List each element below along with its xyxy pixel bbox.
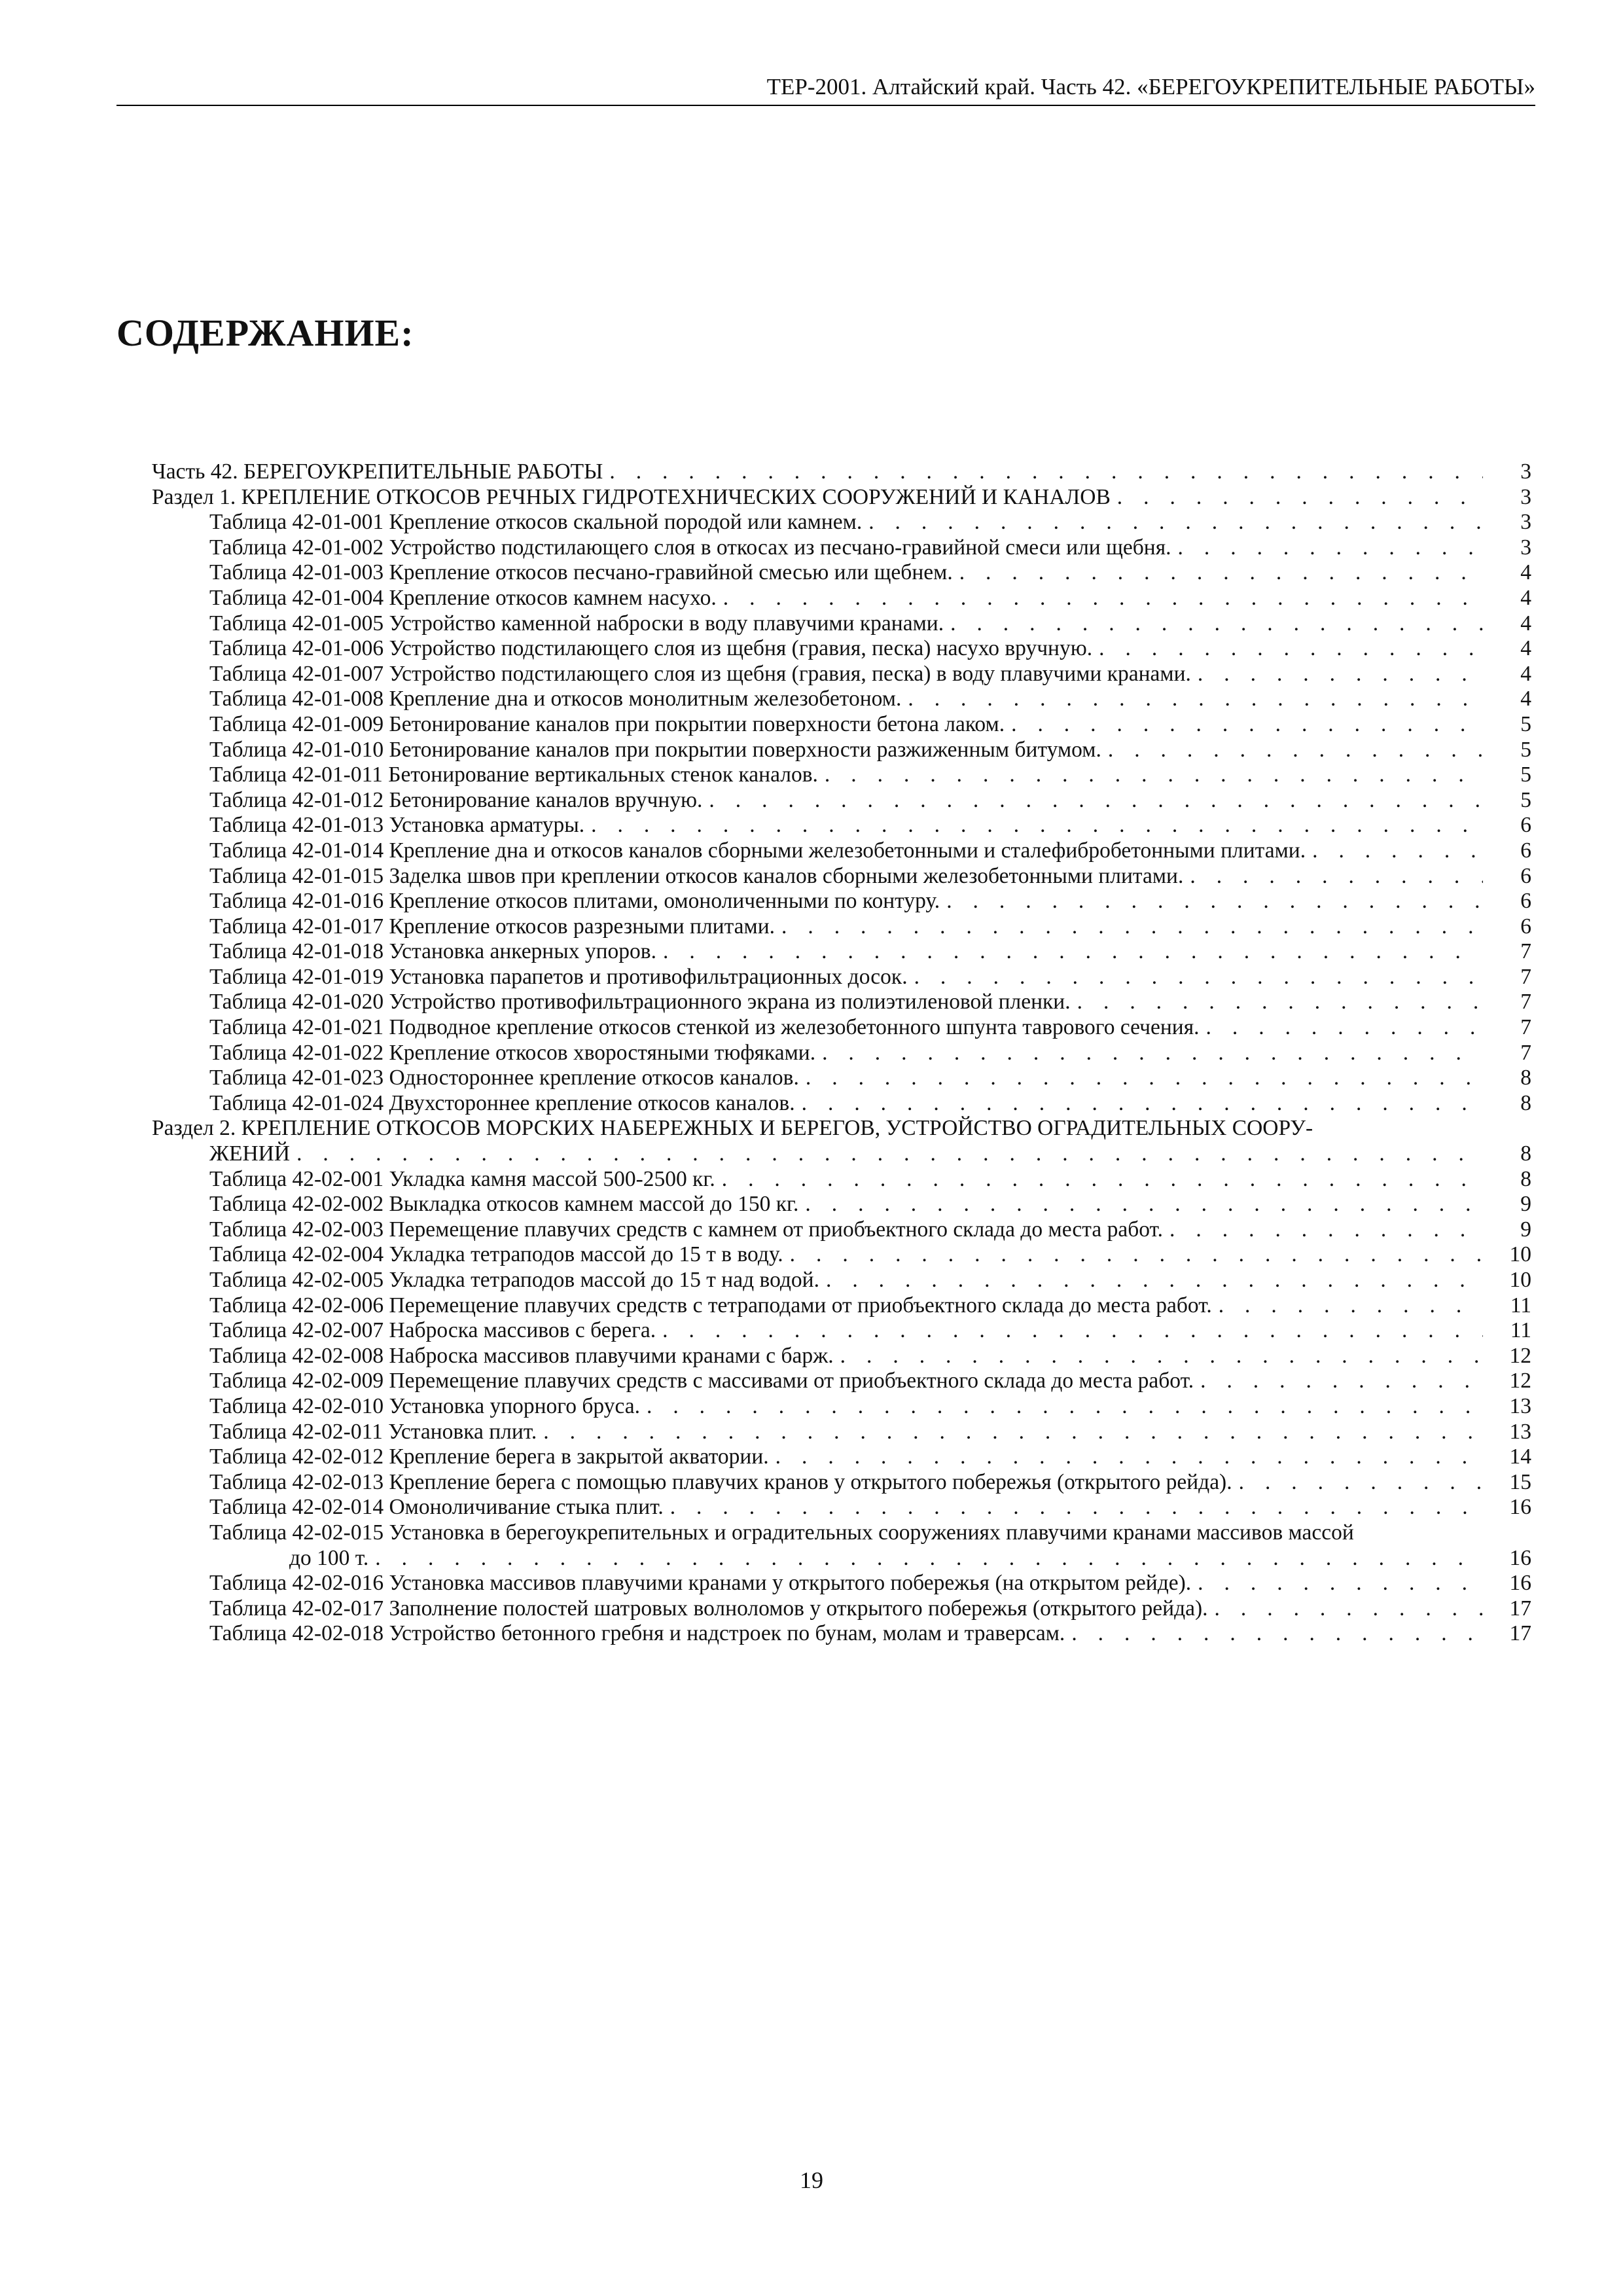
toc-entry-text: Таблица 42-01-004 Крепление откосов камнем насухо. (209, 585, 717, 610)
toc-dot-leader (1239, 1470, 1483, 1496)
toc-entry[interactable] (152, 1369, 1531, 1394)
toc-entry-text: Часть 42. БЕРЕГОУКРЕПИТЕЛЬНЫЕ РАБОТЫ (152, 459, 603, 484)
toc-entry[interactable] (152, 687, 1531, 712)
toc-page-number: 10 (1509, 1242, 1531, 1267)
toc-entry[interactable] (152, 990, 1531, 1015)
toc-entry[interactable] (152, 1192, 1531, 1217)
toc-dot-leader (1200, 1369, 1483, 1394)
toc-entry-text: Таблица 42-02-010 Установка упорного бруса. (209, 1393, 640, 1418)
toc-dot-leader (914, 965, 1483, 990)
toc-entry-text: Таблица 42-02-014 Омоноличивание стыка плит. (209, 1495, 664, 1520)
toc-entry[interactable] (152, 762, 1531, 788)
toc-entry-text: Таблица 42-01-008 Крепление дна и откосов монолитным железобетоном. (209, 687, 902, 711)
toc-entry-text: Таблица 42-01-012 Бетонирование каналов вручную. (209, 787, 703, 812)
toc-entry-text: Таблица 42-02-009 Перемещение плавучих средств с массивами от приобъектного склада до места работ. (209, 1369, 1194, 1393)
toc-entry-text: Таблица 42-01-019 Установка парапетов и противофильтрационных досок. (209, 964, 908, 989)
toc-page-number: 8 (1520, 1166, 1531, 1191)
table-of-contents (152, 459, 1531, 1647)
toc-page-number: 16 (1509, 1495, 1531, 1520)
toc-entry[interactable] (152, 813, 1531, 838)
toc-dot-leader (543, 1420, 1483, 1445)
toc-dot-leader (1312, 838, 1483, 864)
toc-entry-text: Таблица 42-01-011 Бетонирование вертикальных стенок каналов. (209, 762, 818, 787)
toc-entry-text: Таблица 42-01-001 Крепление откосов скальной породой или камнем. (209, 510, 863, 535)
toc-entry[interactable] (152, 1091, 1531, 1117)
toc-page-number: 7 (1520, 964, 1531, 989)
toc-entry-text: Таблица 42-01-021 Подводное крепление откосов стенкой из железобетонного шпунта таврового сечения. (209, 1015, 1200, 1040)
toc-entry[interactable] (152, 838, 1531, 864)
toc-dot-leader (1071, 1621, 1483, 1647)
toc-entry-text: Таблица 42-01-005 Устройство каменной наброски в воду плавучими кранами. (209, 611, 944, 636)
toc-dot-leader (1099, 636, 1483, 662)
toc-entry[interactable] (152, 939, 1531, 965)
toc-page-number: 3 (1520, 535, 1531, 560)
toc-entry-text: Таблица 42-01-006 Устройство подстилающего слоя из щебня (гравия, песка) насухо вручную. (209, 636, 1093, 661)
toc-entry-text: Таблица 42-02-011 Установка плит. (209, 1419, 537, 1444)
toc-entry[interactable] (152, 611, 1531, 637)
toc-entry[interactable] (152, 1394, 1531, 1420)
toc-page-number: 5 (1520, 787, 1531, 812)
toc-entry-text: Таблица 42-01-003 Крепление откосов песчано-гравийной смесью или щебнем. (209, 560, 953, 585)
toc-entry-text: Таблица 42-02-017 Заполнение полостей шатровых волноломов у открытого побережья (открытого рейда). (209, 1596, 1208, 1621)
toc-entry-text: Таблица 42-02-002 Выкладка откосов камнем массой до 150 кг. (209, 1192, 799, 1217)
toc-dot-leader (1190, 864, 1483, 889)
toc-entry-text: Таблица 42-02-006 Перемещение плавучих средств с тетраподами от приобъектного склада до места работ. (209, 1293, 1212, 1318)
page-number: 19 (800, 2167, 823, 2193)
toc-entry[interactable] (152, 738, 1531, 763)
toc-entry[interactable] (152, 1066, 1531, 1091)
toc-entry[interactable] (152, 1015, 1531, 1041)
toc-dot-leader (1206, 1015, 1483, 1041)
toc-entry-text: Таблица 42-02-005 Укладка тетраподов массой до 15 т над водой. (209, 1268, 819, 1292)
toc-entry-text: Таблица 42-02-007 Наброска массивов с берега. (209, 1318, 656, 1343)
toc-entry[interactable] (152, 1217, 1531, 1243)
toc-entry-text: Таблица 42-01-009 Бетонирование каналов при покрытии поверхности бетона лаком. (209, 711, 1005, 736)
toc-entry-text: Таблица 42-02-018 Устройство бетонного гребня и надстроек по бунам, молам и траверсам. (209, 1621, 1065, 1646)
toc-page-number: 17 (1509, 1596, 1531, 1621)
toc-page-number: 3 (1520, 459, 1531, 484)
toc-entry-text: Таблица 42-01-002 Устройство подстилающего слоя в откосах из песчано-гравийной смеси или щебня. (209, 535, 1171, 560)
toc-dot-leader (805, 1192, 1483, 1217)
toc-entry[interactable] (152, 1116, 1531, 1166)
toc-entry[interactable] (152, 1571, 1531, 1596)
toc-page-number: 4 (1520, 585, 1531, 610)
toc-page-number: 9 (1520, 1217, 1531, 1242)
toc-entry-text: Таблица 42-01-023 Одностороннее крепление откосов каналов. (209, 1066, 799, 1090)
toc-dot-leader (375, 1546, 1483, 1571)
toc-dot-leader (840, 1344, 1483, 1369)
toc-page-number: 6 (1520, 838, 1531, 863)
toc-dot-leader (946, 889, 1483, 914)
toc-entry-text: Таблица 42-01-014 Крепление дна и откосов каналов сборными железобетонными и сталефибробетонными плитами. (209, 838, 1306, 863)
toc-dot-leader (670, 1495, 1483, 1520)
toc-title: СОДЕРЖАНИЕ: (116, 312, 414, 354)
toc-entry-text: Таблица 42-01-010 Бетонирование каналов при покрытии поверхности разжиженным битумом. (209, 737, 1101, 762)
toc-dot-leader (1117, 485, 1483, 511)
toc-page-number: 16 (1509, 1571, 1531, 1596)
toc-page-number: 5 (1520, 711, 1531, 736)
toc-entry-text: Таблица 42-01-013 Установка арматуры. (209, 813, 585, 838)
toc-dot-leader (1178, 535, 1483, 561)
toc-entry[interactable] (152, 712, 1531, 738)
toc-dot-leader (959, 560, 1483, 586)
toc-entry-text: Таблица 42-01-015 Заделка швов при креплении откосов каналов сборными железобетонными плитами. (209, 863, 1184, 888)
toc-entry[interactable] (152, 586, 1531, 611)
toc-dot-leader (296, 1141, 1483, 1167)
toc-dot-leader (822, 1041, 1483, 1066)
toc-dot-leader (723, 586, 1483, 611)
toc-page-number: 6 (1520, 863, 1531, 888)
toc-dot-leader (908, 687, 1483, 712)
toc-dot-leader (802, 1091, 1483, 1117)
toc-entry[interactable] (152, 889, 1531, 914)
toc-page-number: 11 (1510, 1293, 1531, 1318)
toc-dot-leader (722, 1167, 1483, 1193)
toc-dot-leader (825, 762, 1483, 788)
toc-page-number: 17 (1509, 1621, 1531, 1646)
toc-entry-text: Таблица 42-02-001 Укладка камня массой 500-2500 кг. (209, 1166, 715, 1191)
toc-page-number: 9 (1520, 1192, 1531, 1217)
toc-page-number: 12 (1509, 1343, 1531, 1368)
toc-dot-leader (781, 914, 1483, 940)
toc-page-number: 4 (1520, 636, 1531, 661)
toc-entry-text: Таблица 42-02-013 Крепление берега с помощью плавучих кранов у открытого побережья (открытого рейда). (209, 1469, 1232, 1494)
toc-entry[interactable] (152, 1621, 1531, 1647)
toc-page-number: 7 (1520, 939, 1531, 964)
toc-entry-text-continued: до 100 т. (289, 1545, 369, 1570)
toc-entry[interactable] (152, 1041, 1531, 1066)
toc-entry[interactable] (152, 1420, 1531, 1445)
toc-page-number: 5 (1520, 762, 1531, 787)
toc-dot-leader (663, 939, 1483, 965)
toc-entry[interactable] (152, 560, 1531, 586)
toc-entry[interactable] (152, 1344, 1531, 1369)
toc-entry-text: Таблица 42-02-015 Установка в берегоукрепительных и оградительных сооружениях плавучими кранами массивов массой (209, 1520, 1354, 1545)
toc-entry-text: Таблица 42-02-012 Крепление берега в закрытой акватории. (209, 1444, 769, 1469)
toc-page-number: 7 (1520, 1015, 1531, 1040)
toc-entry[interactable] (152, 864, 1531, 889)
toc-entry-text: Таблица 42-01-020 Устройство противофильтрационного экрана из полиэтиленовой пленки. (209, 990, 1071, 1014)
toc-entry[interactable] (152, 510, 1531, 535)
toc-entry-text: Таблица 42-02-004 Укладка тетраподов массой до 15 т в воду. (209, 1242, 783, 1267)
toc-dot-leader (868, 510, 1483, 535)
toc-dot-leader (950, 611, 1483, 637)
toc-dot-leader (1219, 1293, 1483, 1319)
toc-page-number: 4 (1520, 687, 1531, 711)
toc-group-section-1 (152, 459, 1531, 1116)
toc-page-number: 13 (1509, 1393, 1531, 1418)
toc-entry-text: Таблица 42-01-007 Устройство подстилающего слоя из щебня (гравия, песка) в воду плавучими кранами. (209, 661, 1191, 686)
toc-dot-leader (790, 1242, 1483, 1268)
toc-dot-leader (647, 1394, 1483, 1420)
toc-page-number: 7 (1520, 990, 1531, 1014)
toc-page-number: 16 (1509, 1545, 1531, 1570)
toc-page-number: 4 (1520, 611, 1531, 636)
toc-entry[interactable] (152, 1268, 1531, 1293)
toc-entry[interactable] (152, 485, 1531, 511)
toc-page-number: 11 (1510, 1318, 1531, 1343)
toc-dot-leader (1215, 1596, 1483, 1622)
toc-page-number: 8 (1520, 1090, 1531, 1115)
toc-dot-leader (662, 1318, 1483, 1344)
toc-page-number: 12 (1509, 1369, 1531, 1393)
toc-page-number: 10 (1509, 1268, 1531, 1292)
toc-page-number: 4 (1520, 661, 1531, 686)
toc-page-number: 13 (1509, 1419, 1531, 1444)
toc-page-number: 6 (1520, 813, 1531, 838)
toc-page-number: 4 (1520, 560, 1531, 585)
toc-page-number: 6 (1520, 889, 1531, 914)
toc-entry[interactable] (152, 1596, 1531, 1622)
toc-page-number: 7 (1520, 1040, 1531, 1065)
toc-entry[interactable] (152, 662, 1531, 687)
toc-entry[interactable] (152, 1167, 1531, 1193)
toc-page-number: 15 (1509, 1469, 1531, 1494)
toc-page-number: 8 (1520, 1066, 1531, 1090)
toc-dot-leader (1198, 1571, 1483, 1596)
toc-page-number: 6 (1520, 914, 1531, 939)
toc-entry-text: Таблица 42-01-018 Установка анкерных упоров. (209, 939, 656, 964)
toc-dot-leader (709, 788, 1483, 814)
toc-dot-leader (591, 813, 1483, 838)
toc-dot-leader (1198, 662, 1483, 687)
toc-entry[interactable] (152, 535, 1531, 561)
toc-entry[interactable] (152, 636, 1531, 662)
toc-entry[interactable] (152, 914, 1531, 940)
toc-entry-text: Раздел 1. КРЕПЛЕНИЕ ОТКОСОВ РЕЧНЫХ ГИДРОТЕХНИЧЕСКИХ СООРУЖЕНИЙ И КАНАЛОВ (152, 484, 1111, 509)
toc-page-number: 14 (1509, 1444, 1531, 1469)
toc-entry-text: Таблица 42-01-024 Двухстороннее крепление откосов каналов. (209, 1090, 795, 1115)
toc-page-number: 3 (1520, 484, 1531, 509)
toc-dot-leader (1169, 1217, 1483, 1243)
toc-group-section-2-tail (152, 1571, 1531, 1647)
toc-entry-text: Таблица 42-01-016 Крепление откосов плитами, омоноличенными по контуру. (209, 889, 940, 914)
running-header-text: ТЕР-2001. Алтайский край. Часть 42. «БЕРЕГОУКРЕПИТЕЛЬНЫЕ РАБОТЫ» (766, 74, 1535, 99)
toc-page-number: 5 (1520, 737, 1531, 762)
toc-page-number: 8 (1520, 1141, 1531, 1166)
toc-entry[interactable] (152, 1293, 1531, 1319)
toc-entry[interactable] (152, 1520, 1531, 1571)
toc-entry[interactable] (152, 1318, 1531, 1344)
toc-entry[interactable] (152, 459, 1531, 485)
toc-entry-text: Таблица 42-02-016 Установка массивов плавучими кранами у открытого побережья (на открытом рейде). (209, 1571, 1192, 1596)
toc-dot-leader (609, 459, 1483, 485)
toc-dot-leader (826, 1268, 1483, 1293)
toc-entry[interactable] (152, 1495, 1531, 1520)
toc-dot-leader (776, 1444, 1483, 1470)
toc-dot-leader (1077, 990, 1483, 1015)
toc-entry[interactable] (152, 1242, 1531, 1268)
toc-entry-text: Таблица 42-01-022 Крепление откосов хворостяными тюфяками. (209, 1040, 816, 1065)
toc-entry-text: Таблица 42-01-017 Крепление откосов разрезными плитами. (209, 914, 775, 939)
toc-entry[interactable] (152, 1470, 1531, 1496)
toc-dot-leader (806, 1066, 1483, 1091)
toc-entry-text-continued: ЖЕНИЙ (209, 1141, 291, 1166)
running-header (116, 72, 1535, 106)
toc-entry[interactable] (152, 965, 1531, 990)
toc-group-section-2 (152, 1167, 1531, 1520)
toc-dot-leader (1108, 738, 1483, 763)
toc-entry-text: Таблица 42-02-008 Наброска массивов плавучими кранами с барж. (209, 1343, 834, 1368)
toc-page-number: 3 (1520, 510, 1531, 535)
toc-dot-leader (1011, 712, 1483, 738)
toc-entry-text: Таблица 42-02-003 Перемещение плавучих средств с камнем от приобъектного склада до места работ. (209, 1217, 1164, 1242)
toc-entry[interactable] (152, 1444, 1531, 1470)
toc-entry[interactable] (152, 788, 1531, 814)
toc-entry-text: Раздел 2. КРЕПЛЕНИЕ ОТКОСОВ МОРСКИХ НАБЕРЕЖНЫХ И БЕРЕГОВ, УСТРОЙСТВО ОГРАДИТЕЛЬНЫХ СООРУ- (152, 1116, 1313, 1141)
